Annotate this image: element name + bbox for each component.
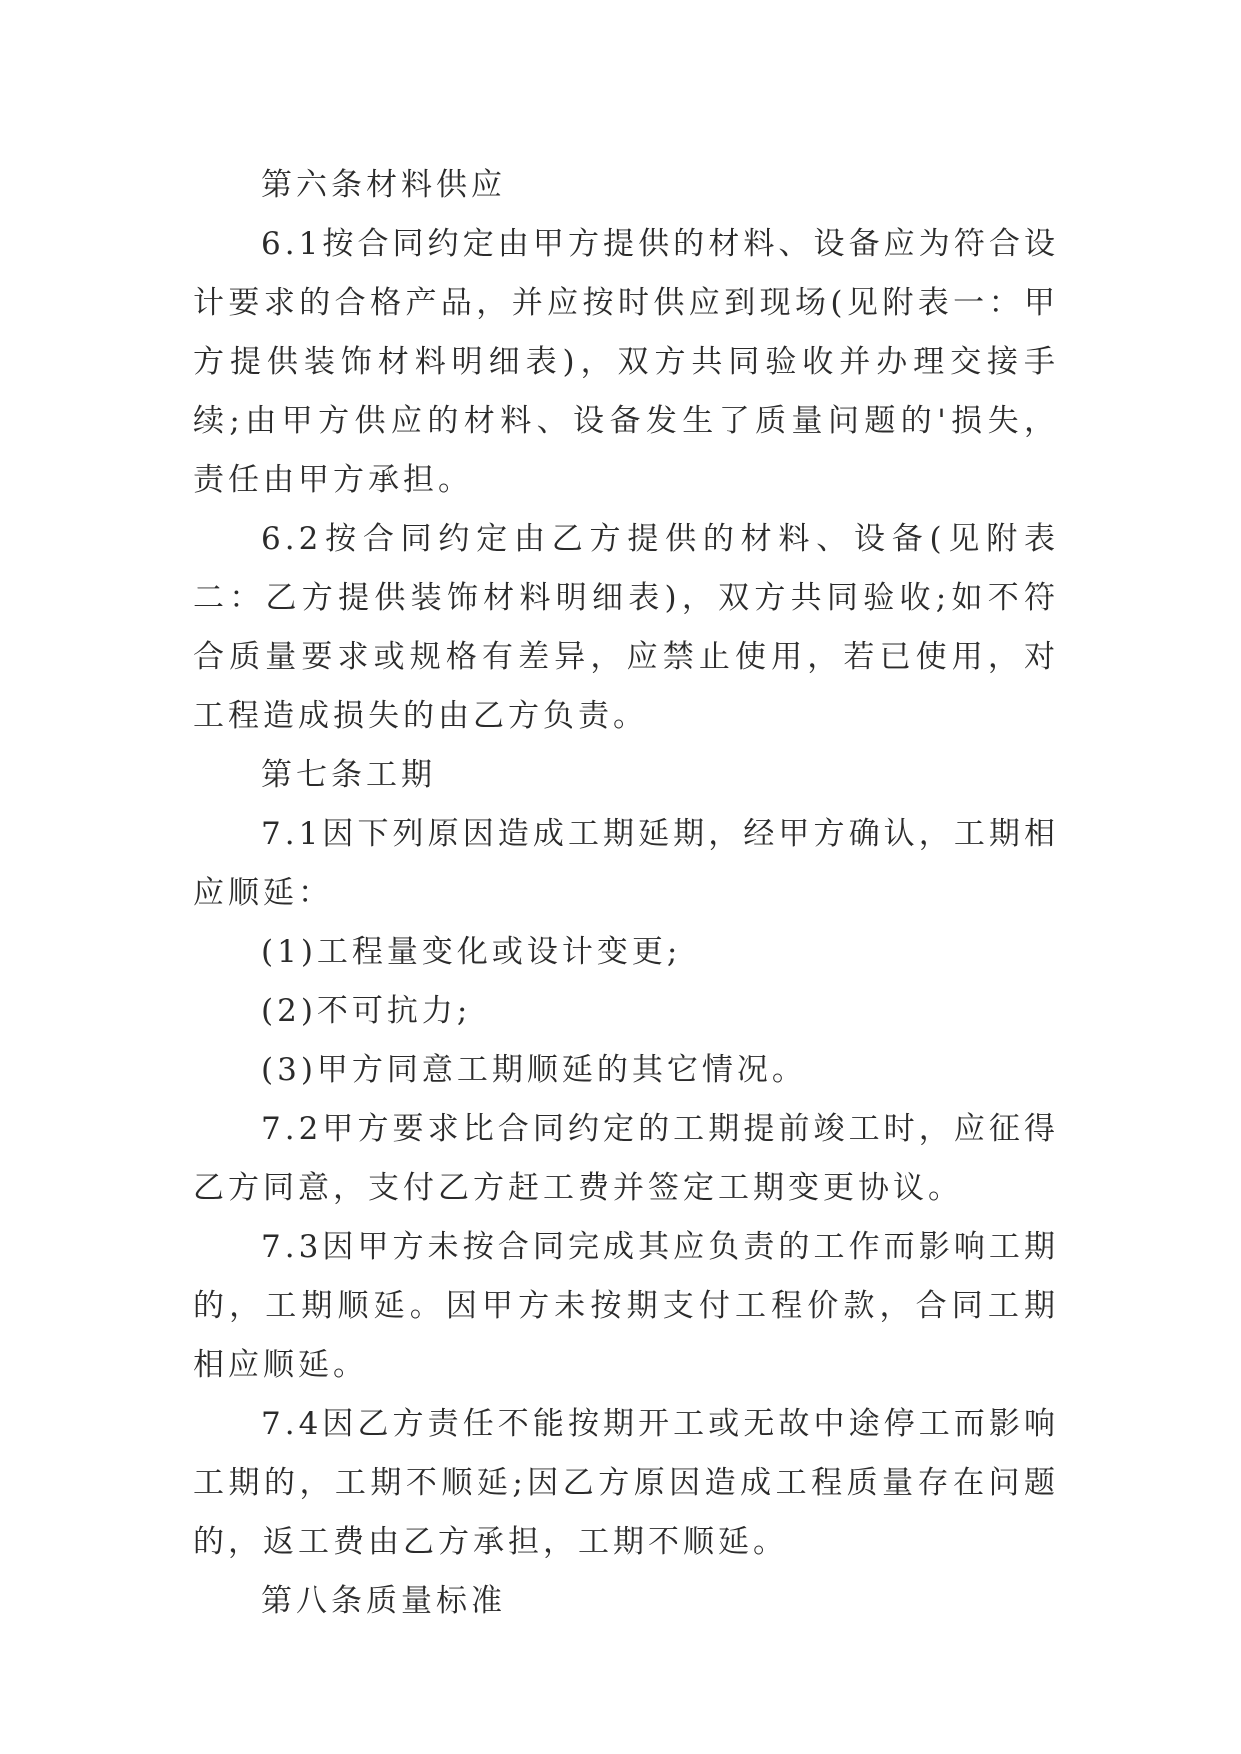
section-heading: 第七条工期 xyxy=(261,757,436,793)
clause-paragraph: 6.2按合同约定由乙方提供的材料、设备(见附表二：乙方提供装饰材料明细表)，双方共同验收;如不符合质量要求或规格有差异，应禁止使用，若已使用，对工程造成损失的由乙方负责。 xyxy=(193,521,1059,734)
clause-paragraph: 7.2甲方要求比合同约定的工期提前竣工时，应征得乙方同意，支付乙方赶工费并签定工期变更协议。 xyxy=(193,1111,1059,1206)
clause-paragraph: 7.3因甲方未按合同完成其应负责的工作而影响工期的，工期顺延。因甲方未按期支付工程价款，合同工期相应顺延。 xyxy=(193,1229,1059,1383)
list-item: (1)工程量变化或设计变更; xyxy=(261,934,682,970)
document-body xyxy=(193,156,1059,1631)
section-heading: 第八条质量标准 xyxy=(261,1583,506,1619)
clause-paragraph: 6.1按合同约定由甲方提供的材料、设备应为符合设计要求的合格产品，并应按时供应到现场(见附表一：甲方提供装饰材料明细表)，双方共同验收并办理交接手续;由甲方供应的材料、设备发生了质量问题的'损失，责任由甲方承担。 xyxy=(193,226,1059,498)
section-heading: 第六条材料供应 xyxy=(261,167,506,203)
clause-paragraph: 7.1因下列原因造成工期延期，经甲方确认，工期相应顺延： xyxy=(193,816,1059,911)
clause-paragraph: 7.4因乙方责任不能按期开工或无故中途停工而影响工期的，工期不顺延;因乙方原因造成工程质量存在问题的，返工费由乙方承担，工期不顺延。 xyxy=(193,1406,1059,1560)
list-item: (2)不可抗力; xyxy=(261,993,472,1029)
list-item: (3)甲方同意工期顺延的其它情况。 xyxy=(261,1052,807,1088)
